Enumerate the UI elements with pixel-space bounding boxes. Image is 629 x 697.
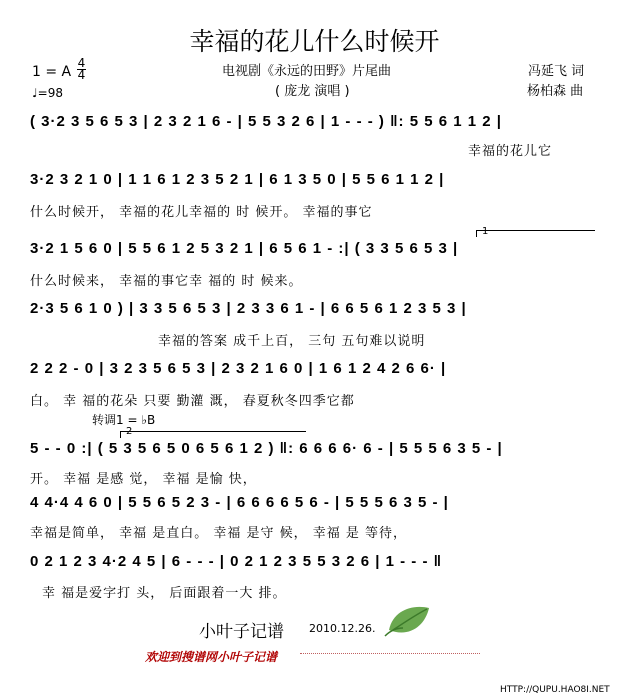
footer-banner: 欢迎到搜谱网小叶子记谱 [145,650,278,664]
notation-line-5: 2 2 2 - 0 | 3 2 3 5 6 5 3 | 2 3 2 1 6 0 | 1 6 1 2 4 2 6 6· | [30,360,447,377]
key-signature [32,64,71,80]
notation-line-1: ( 3·2 3 5 6 5 3 | 2 3 2 1 6 - | 5 5 3 2 6 | 1 - - - ) ‖: 5 5 6 1 1 2 | [30,113,502,130]
lyrics-line-6: 开。 幸福 是感 觉， 幸福 是愉 快， [30,472,257,487]
footer-rule [300,653,480,655]
quarter-note-icon: ♩ [32,86,38,100]
lyrics-line-1: 幸福的花儿它 [468,144,553,159]
notation-line-2: 3·2 3 2 1 0 | 1 1 6 1 2 3 5 2 1 | 6 1 3 5 0 | 5 5 6 1 1 2 | [30,171,445,188]
time-sig-bottom: 4 [77,68,86,82]
lyrics-line-3: 什么时候来， 幸福的事它幸 福的 时 候来。 [30,274,303,289]
notation-line-7: 4 4·4 4 6 0 | 5 5 6 5 2 3 - | 6 6 6 6 5 6 - | 5 5 5 6 3 5 - | [30,494,449,511]
time-signature [77,58,86,81]
singer: ( 庞龙 演唱 ) [275,84,350,99]
notation-line-8: 0 2 1 2 3 4·2 4 5 | 6 - - - | 0 2 1 2 3 5 5 3 2 6 | 1 - - - ‖ [30,553,443,570]
modulation-mark: 转调1 = ♭B [92,413,156,427]
leaf-logo-icon [383,600,435,644]
lyrics-line-5: 白。 幸 福的花朵 只要 勤灌 溉， 春夏秋冬四季它都 [30,394,355,409]
notation-line-6: 5 - - 0 :| ( 5 3 5 6 5 0 6 5 6 1 2 ) ‖: 6 6 6 6· 6 - | 5 5 5 6 3 5 - | [30,440,503,457]
tempo-value: =98 [37,86,63,100]
volta-1: 1 [482,226,489,237]
song-title: 幸福的花儿什么时候开 [189,27,440,56]
notation-line-3: 3·2 1 5 6 0 | 5 5 6 1 2 5 3 2 1 | 6 5 6 1 - :| ( 3 3 5 6 5 3 | [30,240,459,257]
transcriber-signature: 小叶子记谱 [199,622,284,642]
lyrics-line-2: 什么时候开， 幸福的花儿幸福的 时 候开。 幸福的事它 [30,205,373,220]
lyricist: 冯延飞 词 [528,64,585,79]
key-label: 1 = A [32,64,72,80]
transcription-date: 2010.12.26. [309,622,376,635]
composer: 杨柏森 曲 [527,84,584,99]
lyrics-line-4: 幸福的答案 成千上百， 三句 五句难以说明 [158,334,426,349]
volta-2: 2 [126,426,133,437]
lyrics-line-7: 幸福是简单， 幸福 是直白。 幸福 是守 候， 幸福 是 等待， [30,526,408,541]
tempo-mark [32,86,63,100]
volta-bracket-1 [476,230,595,237]
volta-bracket-2 [120,431,306,438]
site-url[interactable]: HTTP://QUPU.HAO8I.NET [500,685,610,695]
time-sig-top: 4 [77,56,86,70]
subtitle: 电视剧《永远的田野》片尾曲 [222,64,392,79]
notation-line-4: 2·3 5 6 1 0 ) | 3 3 5 6 5 3 | 2 3 3 6 1 - | 6 6 5 6 1 2 3 5 3 | [30,300,467,317]
lyrics-line-8: 幸 福是爱字打 头， 后面跟着一大 排。 [42,586,287,601]
